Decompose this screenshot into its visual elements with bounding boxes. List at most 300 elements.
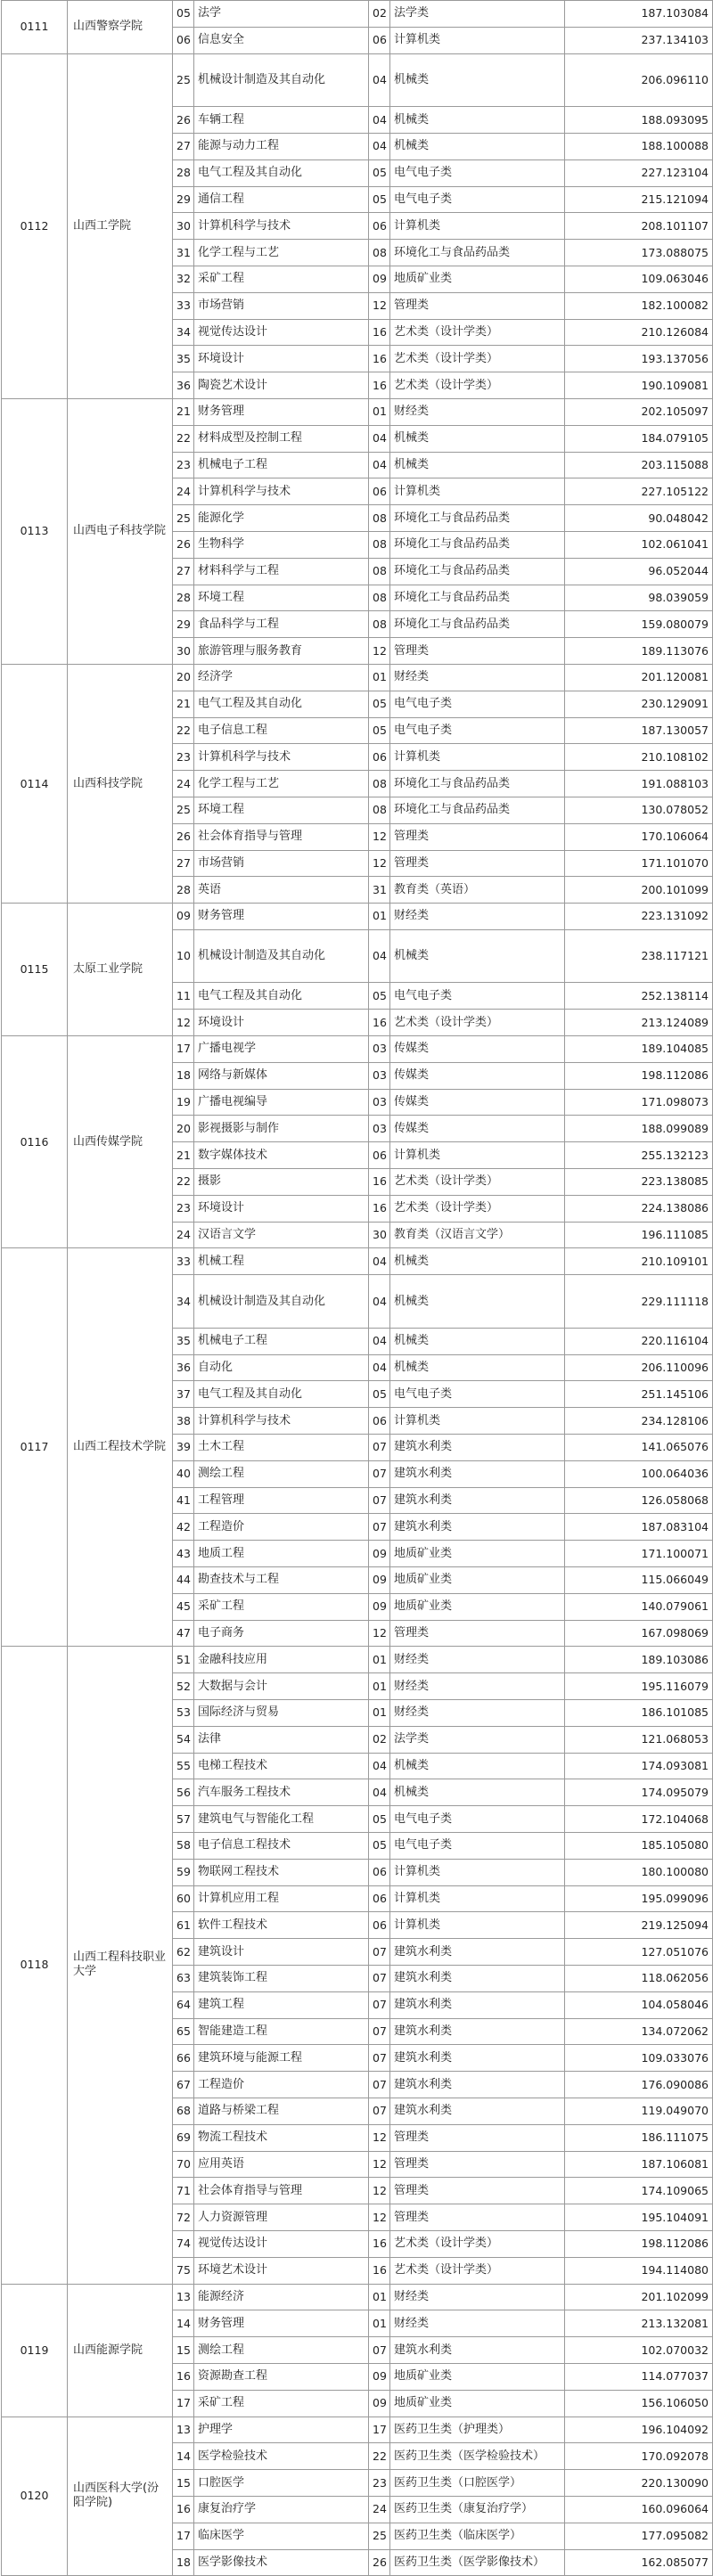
category-name: 电气电子类 <box>390 1806 565 1833</box>
category-name: 建筑水利类 <box>390 1435 565 1461</box>
school-name: 山西医科大学(汾阳学院) <box>68 2417 173 2576</box>
min-score: 206.096110 <box>565 53 713 107</box>
category-name: 机械类 <box>390 1354 565 1381</box>
school-name: 山西科技学院 <box>68 664 173 903</box>
category-code: 04 <box>369 107 390 134</box>
category-code: 05 <box>369 159 390 186</box>
category-name: 建筑水利类 <box>390 1939 565 1966</box>
school-code: 0114 <box>2 664 68 903</box>
category-name: 环境化工与食品药品类 <box>390 531 565 558</box>
major-code: 21 <box>173 691 194 717</box>
school-code: 0112 <box>2 53 68 398</box>
major-name: 资源勘查工程 <box>194 2363 369 2390</box>
category-code: 05 <box>369 1381 390 1408</box>
category-name: 电气电子类 <box>390 159 565 186</box>
min-score: 171.098073 <box>565 1089 713 1116</box>
major-code: 22 <box>173 425 194 452</box>
major-name: 食品科学与工程 <box>194 611 369 638</box>
category-code: 09 <box>369 266 390 292</box>
category-code: 04 <box>369 1354 390 1381</box>
major-name: 智能建造工程 <box>194 2018 369 2045</box>
min-score: 193.137056 <box>565 346 713 372</box>
category-code: 26 <box>369 2549 390 2576</box>
min-score: 191.088103 <box>565 771 713 797</box>
major-name: 物联网工程技术 <box>194 1859 369 1885</box>
min-score: 206.110096 <box>565 1354 713 1381</box>
min-score: 227.123104 <box>565 159 713 186</box>
major-name: 机械设计制造及其自动化 <box>194 929 369 983</box>
major-name: 汽车服务工程技术 <box>194 1779 369 1806</box>
major-code: 10 <box>173 929 194 983</box>
major-code: 39 <box>173 1435 194 1461</box>
min-score: 171.101070 <box>565 850 713 877</box>
major-code: 28 <box>173 159 194 186</box>
category-code: 04 <box>369 929 390 983</box>
major-code: 44 <box>173 1567 194 1594</box>
category-name: 地质矿业类 <box>390 1593 565 1620</box>
min-score: 121.068053 <box>565 1726 713 1753</box>
category-code: 12 <box>369 823 390 850</box>
major-code: 29 <box>173 186 194 213</box>
category-name: 计算机类 <box>390 744 565 771</box>
category-code: 01 <box>369 1673 390 1700</box>
category-name: 机械类 <box>390 107 565 134</box>
major-name: 网络与新媒体 <box>194 1062 369 1089</box>
category-code: 16 <box>369 1010 390 1036</box>
major-name: 能源化学 <box>194 505 369 532</box>
category-code: 12 <box>369 2151 390 2178</box>
major-code: 09 <box>173 904 194 930</box>
category-code: 03 <box>369 1089 390 1116</box>
category-name: 艺术类（设计学类） <box>390 1010 565 1036</box>
major-code: 17 <box>173 2390 194 2417</box>
school-name: 山西电子科技学院 <box>68 398 173 664</box>
school-code: 0115 <box>2 904 68 1036</box>
category-name: 管理类 <box>390 850 565 877</box>
major-name: 环境工程 <box>194 585 369 611</box>
major-code: 36 <box>173 372 194 399</box>
category-name: 电气电子类 <box>390 186 565 213</box>
min-score: 100.064036 <box>565 1460 713 1487</box>
min-score: 188.100088 <box>565 133 713 159</box>
min-score: 159.080079 <box>565 611 713 638</box>
major-code: 66 <box>173 2045 194 2072</box>
major-name: 能源经济 <box>194 2284 369 2310</box>
category-code: 04 <box>369 1248 390 1275</box>
category-name: 管理类 <box>390 2151 565 2178</box>
major-name: 人力资源管理 <box>194 2204 369 2231</box>
category-name: 艺术类（设计学类） <box>390 1169 565 1196</box>
category-code: 04 <box>369 53 390 107</box>
category-name: 艺术类（设计学类） <box>390 2257 565 2284</box>
major-name: 摄影 <box>194 1169 369 1196</box>
major-name: 影视摄影与制作 <box>194 1116 369 1142</box>
major-name: 计算机科学与技术 <box>194 478 369 505</box>
major-code: 33 <box>173 292 194 319</box>
min-score: 186.111075 <box>565 2124 713 2151</box>
category-code: 12 <box>369 638 390 665</box>
category-name: 艺术类（设计学类） <box>390 319 565 346</box>
category-code: 08 <box>369 240 390 266</box>
school-code: 0117 <box>2 1248 68 1647</box>
category-name: 建筑水利类 <box>390 1514 565 1541</box>
min-score: 186.101085 <box>565 1700 713 1727</box>
category-code: 12 <box>369 292 390 319</box>
major-name: 数字媒体技术 <box>194 1142 369 1169</box>
category-code: 08 <box>369 771 390 797</box>
category-code: 07 <box>369 2045 390 2072</box>
major-code: 56 <box>173 1779 194 1806</box>
category-code: 06 <box>369 1142 390 1169</box>
major-code: 20 <box>173 664 194 691</box>
category-code: 16 <box>369 2230 390 2257</box>
min-score: 174.109065 <box>565 2178 713 2204</box>
category-code: 05 <box>369 186 390 213</box>
category-name: 计算机类 <box>390 1859 565 1885</box>
min-score: 184.079105 <box>565 425 713 452</box>
category-name: 管理类 <box>390 1620 565 1647</box>
category-code: 07 <box>369 1965 390 1991</box>
category-code: 09 <box>369 2390 390 2417</box>
major-code: 37 <box>173 1381 194 1408</box>
major-name: 财务管理 <box>194 904 369 930</box>
major-code: 23 <box>173 744 194 771</box>
min-score: 213.132081 <box>565 2310 713 2337</box>
category-name: 地质矿业类 <box>390 2390 565 2417</box>
min-score: 170.106064 <box>565 823 713 850</box>
major-name: 工程造价 <box>194 1514 369 1541</box>
category-name: 财经类 <box>390 2310 565 2337</box>
category-name: 管理类 <box>390 638 565 665</box>
major-code: 26 <box>173 531 194 558</box>
category-code: 23 <box>369 2470 390 2497</box>
min-score: 114.077037 <box>565 2363 713 2390</box>
category-code: 08 <box>369 505 390 532</box>
category-code: 03 <box>369 1036 390 1063</box>
min-score: 170.092078 <box>565 2443 713 2470</box>
major-code: 16 <box>173 2363 194 2390</box>
category-name: 计算机类 <box>390 27 565 53</box>
category-name: 建筑水利类 <box>390 2337 565 2364</box>
category-name: 管理类 <box>390 292 565 319</box>
category-name: 机械类 <box>390 929 565 983</box>
major-code: 35 <box>173 346 194 372</box>
category-code: 07 <box>369 2098 390 2124</box>
category-code: 04 <box>369 1753 390 1779</box>
major-name: 化学工程与工艺 <box>194 771 369 797</box>
category-name: 财经类 <box>390 664 565 691</box>
major-name: 康复治疗学 <box>194 2496 369 2523</box>
min-score: 210.126084 <box>565 319 713 346</box>
category-code: 07 <box>369 1435 390 1461</box>
category-code: 01 <box>369 398 390 425</box>
category-code: 06 <box>369 27 390 53</box>
category-code: 09 <box>369 2363 390 2390</box>
category-code: 06 <box>369 1885 390 1912</box>
category-name: 医药卫生类（护理类） <box>390 2417 565 2443</box>
major-name: 电子信息工程技术 <box>194 1832 369 1859</box>
major-name: 医学检验技术 <box>194 2443 369 2470</box>
category-code: 24 <box>369 2496 390 2523</box>
category-code: 01 <box>369 904 390 930</box>
min-score: 195.116079 <box>565 1673 713 1700</box>
min-score: 130.078052 <box>565 797 713 823</box>
category-code: 12 <box>369 2124 390 2151</box>
major-name: 建筑装饰工程 <box>194 1965 369 1991</box>
min-score: 172.104068 <box>565 1806 713 1833</box>
major-code: 15 <box>173 2337 194 2364</box>
major-code: 61 <box>173 1912 194 1939</box>
min-score: 196.104092 <box>565 2417 713 2443</box>
category-name: 财经类 <box>390 904 565 930</box>
major-code: 40 <box>173 1460 194 1487</box>
table-row <box>2 1248 713 1275</box>
min-score: 90.048042 <box>565 505 713 532</box>
major-name: 口腔医学 <box>194 2470 369 2497</box>
category-name: 传媒类 <box>390 1036 565 1063</box>
category-name: 传媒类 <box>390 1089 565 1116</box>
major-code: 52 <box>173 1673 194 1700</box>
major-name: 陶瓷艺术设计 <box>194 372 369 399</box>
category-code: 30 <box>369 1222 390 1248</box>
category-code: 07 <box>369 2018 390 2045</box>
major-name: 广播电视编导 <box>194 1089 369 1116</box>
min-score: 210.109101 <box>565 1248 713 1275</box>
major-name: 通信工程 <box>194 186 369 213</box>
major-name: 物流工程技术 <box>194 2124 369 2151</box>
school-code: 0118 <box>2 1647 68 2284</box>
category-code: 07 <box>369 1939 390 1966</box>
category-code: 09 <box>369 1567 390 1594</box>
category-code: 01 <box>369 1700 390 1727</box>
table-row <box>2 2417 713 2443</box>
category-name: 电气电子类 <box>390 1832 565 1859</box>
major-code: 21 <box>173 1142 194 1169</box>
category-name: 财经类 <box>390 2284 565 2310</box>
min-score: 187.083104 <box>565 1514 713 1541</box>
major-code: 19 <box>173 1089 194 1116</box>
category-code: 16 <box>369 372 390 399</box>
category-name: 机械类 <box>390 1753 565 1779</box>
major-code: 18 <box>173 1062 194 1089</box>
category-name: 电气电子类 <box>390 1381 565 1408</box>
min-score: 187.103084 <box>565 1 713 28</box>
category-code: 02 <box>369 1726 390 1753</box>
major-name: 采矿工程 <box>194 2390 369 2417</box>
min-score: 210.108102 <box>565 744 713 771</box>
category-code: 07 <box>369 1991 390 2018</box>
category-code: 01 <box>369 2284 390 2310</box>
major-code: 54 <box>173 1726 194 1753</box>
major-name: 财务管理 <box>194 398 369 425</box>
category-name: 建筑水利类 <box>390 2045 565 2072</box>
major-name: 材料成型及控制工程 <box>194 425 369 452</box>
category-name: 医药卫生类（康复治疗学） <box>390 2496 565 2523</box>
major-code: 23 <box>173 452 194 478</box>
min-score: 141.065076 <box>565 1435 713 1461</box>
min-score: 185.105080 <box>565 1832 713 1859</box>
major-name: 医学影像技术 <box>194 2549 369 2576</box>
category-code: 07 <box>369 1514 390 1541</box>
min-score: 223.131092 <box>565 904 713 930</box>
category-name: 计算机类 <box>390 478 565 505</box>
major-name: 机械工程 <box>194 1248 369 1275</box>
major-code: 41 <box>173 1487 194 1514</box>
major-name: 法律 <box>194 1726 369 1753</box>
major-code: 24 <box>173 478 194 505</box>
min-score: 126.058068 <box>565 1487 713 1514</box>
min-score: 194.114080 <box>565 2257 713 2284</box>
major-code: 20 <box>173 1116 194 1142</box>
major-name: 建筑工程 <box>194 1991 369 2018</box>
category-code: 01 <box>369 664 390 691</box>
major-code: 22 <box>173 1169 194 1196</box>
major-code: 26 <box>173 823 194 850</box>
table-row <box>2 904 713 930</box>
min-score: 201.102099 <box>565 2284 713 2310</box>
min-score: 230.129091 <box>565 691 713 717</box>
category-name: 教育类（汉语言文学） <box>390 1222 565 1248</box>
major-name: 化学工程与工艺 <box>194 240 369 266</box>
category-name: 环境化工与食品药品类 <box>390 505 565 532</box>
category-name: 建筑水利类 <box>390 2098 565 2124</box>
school-code: 0119 <box>2 2284 68 2417</box>
major-name: 地质工程 <box>194 1541 369 1567</box>
table-row <box>2 2284 713 2310</box>
major-code: 69 <box>173 2124 194 2151</box>
admission-score-table <box>1 0 713 2576</box>
category-code: 06 <box>369 1408 390 1435</box>
min-score: 167.098069 <box>565 1620 713 1647</box>
min-score: 251.145106 <box>565 1381 713 1408</box>
major-name: 电气工程及其自动化 <box>194 1381 369 1408</box>
major-code: 55 <box>173 1753 194 1779</box>
major-code: 27 <box>173 133 194 159</box>
category-code: 04 <box>369 133 390 159</box>
major-name: 财务管理 <box>194 2310 369 2337</box>
major-name: 信息安全 <box>194 27 369 53</box>
major-name: 工程管理 <box>194 1487 369 1514</box>
major-name: 电梯工程技术 <box>194 1753 369 1779</box>
major-name: 市场营销 <box>194 850 369 877</box>
category-code: 08 <box>369 585 390 611</box>
table-row <box>2 1647 713 1673</box>
category-name: 环境化工与食品药品类 <box>390 558 565 585</box>
category-name: 建筑水利类 <box>390 1460 565 1487</box>
major-code: 14 <box>173 2443 194 2470</box>
table-row <box>2 53 713 107</box>
category-name: 机械类 <box>390 133 565 159</box>
category-code: 09 <box>369 1593 390 1620</box>
category-name: 管理类 <box>390 823 565 850</box>
category-code: 06 <box>369 1859 390 1885</box>
major-code: 71 <box>173 2178 194 2204</box>
category-name: 地质矿业类 <box>390 1567 565 1594</box>
category-name: 机械类 <box>390 53 565 107</box>
category-code: 05 <box>369 1806 390 1833</box>
category-name: 计算机类 <box>390 1912 565 1939</box>
category-code: 12 <box>369 2178 390 2204</box>
min-score: 203.115088 <box>565 452 713 478</box>
major-name: 车辆工程 <box>194 107 369 134</box>
min-score: 201.120081 <box>565 664 713 691</box>
major-name: 能源与动力工程 <box>194 133 369 159</box>
category-name: 地质矿业类 <box>390 266 565 292</box>
min-score: 188.093095 <box>565 107 713 134</box>
min-score: 140.079061 <box>565 1593 713 1620</box>
category-name: 医药卫生类（医学影像技术） <box>390 2549 565 2576</box>
major-code: 68 <box>173 2098 194 2124</box>
major-name: 建筑设计 <box>194 1939 369 1966</box>
min-score: 96.052044 <box>565 558 713 585</box>
min-score: 213.124089 <box>565 1010 713 1036</box>
category-code: 02 <box>369 1 390 28</box>
category-code: 04 <box>369 1779 390 1806</box>
major-name: 视觉传达设计 <box>194 2230 369 2257</box>
major-code: 34 <box>173 1275 194 1329</box>
category-code: 05 <box>369 717 390 744</box>
major-code: 58 <box>173 1832 194 1859</box>
school-code: 0113 <box>2 398 68 664</box>
min-score: 182.100082 <box>565 292 713 319</box>
min-score: 119.049070 <box>565 2098 713 2124</box>
category-code: 04 <box>369 1328 390 1354</box>
category-code: 09 <box>369 1541 390 1567</box>
category-code: 05 <box>369 1832 390 1859</box>
min-score: 224.138086 <box>565 1195 713 1222</box>
min-score: 118.062056 <box>565 1965 713 1991</box>
major-name: 软件工程技术 <box>194 1912 369 1939</box>
major-name: 电气工程及其自动化 <box>194 691 369 717</box>
category-code: 12 <box>369 850 390 877</box>
major-code: 22 <box>173 717 194 744</box>
major-code: 42 <box>173 1514 194 1541</box>
category-name: 法学类 <box>390 1726 565 1753</box>
min-score: 215.121094 <box>565 186 713 213</box>
major-name: 机械电子工程 <box>194 1328 369 1354</box>
category-name: 财经类 <box>390 398 565 425</box>
category-code: 07 <box>369 2337 390 2364</box>
min-score: 187.106081 <box>565 2151 713 2178</box>
major-name: 社会体育指导与管理 <box>194 823 369 850</box>
min-score: 238.117121 <box>565 929 713 983</box>
min-score: 255.132123 <box>565 1142 713 1169</box>
min-score: 234.128106 <box>565 1408 713 1435</box>
major-name: 机械电子工程 <box>194 452 369 478</box>
min-score: 104.058046 <box>565 1991 713 2018</box>
category-name: 计算机类 <box>390 1408 565 1435</box>
major-name: 经济学 <box>194 664 369 691</box>
min-score: 156.106050 <box>565 2390 713 2417</box>
min-score: 174.095079 <box>565 1779 713 1806</box>
major-name: 计算机科学与技术 <box>194 213 369 240</box>
min-score: 195.099096 <box>565 1885 713 1912</box>
major-code: 45 <box>173 1593 194 1620</box>
category-name: 教育类（英语） <box>390 877 565 904</box>
major-code: 27 <box>173 558 194 585</box>
table-row <box>2 1036 713 1063</box>
major-code: 23 <box>173 1195 194 1222</box>
category-name: 环境化工与食品药品类 <box>390 240 565 266</box>
min-score: 98.039059 <box>565 585 713 611</box>
school-code: 0116 <box>2 1036 68 1248</box>
category-name: 机械类 <box>390 1248 565 1275</box>
major-code: 60 <box>173 1885 194 1912</box>
major-name: 金融科技应用 <box>194 1647 369 1673</box>
category-name: 艺术类（设计学类） <box>390 2230 565 2257</box>
major-name: 工程造价 <box>194 2072 369 2098</box>
category-code: 17 <box>369 2417 390 2443</box>
